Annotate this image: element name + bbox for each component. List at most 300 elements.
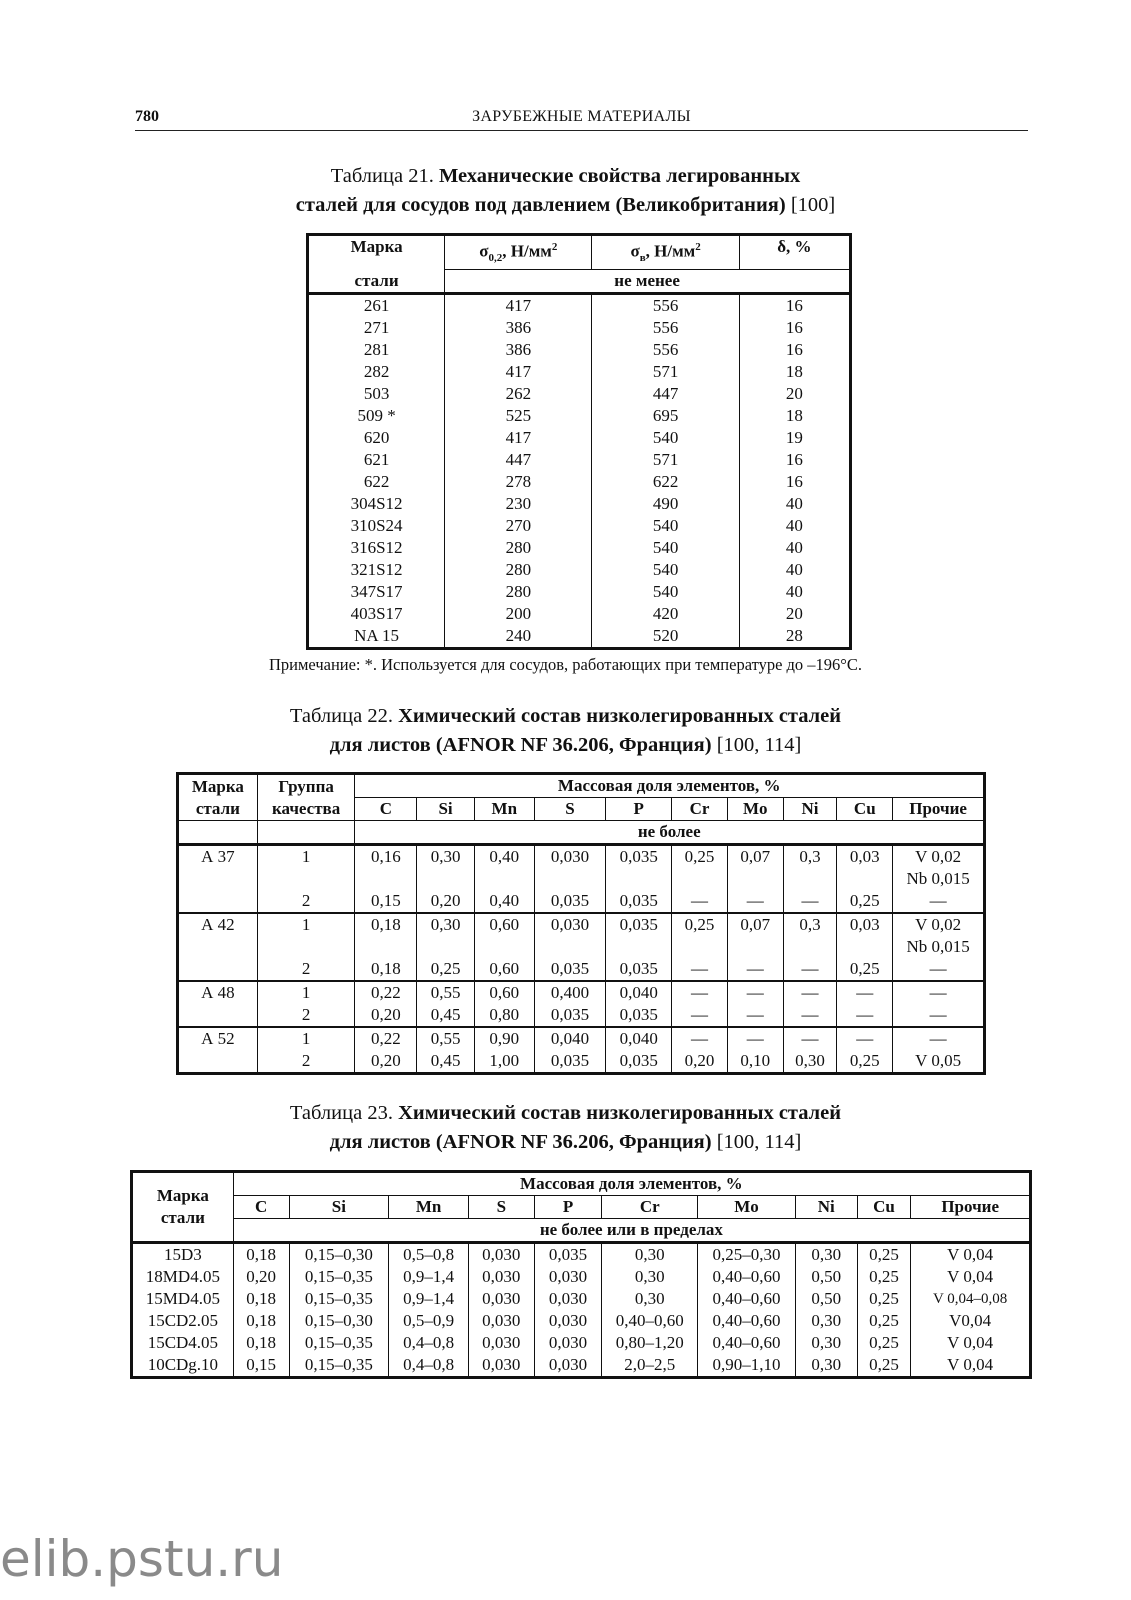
table-cell: 15CD2.05 (147, 1311, 219, 1330)
element-header: C (233, 1196, 289, 1219)
table-cell: 0,55 (417, 1027, 475, 1050)
table-cell: 0,80 (474, 1004, 534, 1027)
table-cell (257, 868, 355, 890)
table-cell (837, 868, 893, 890)
table21 (306, 233, 852, 650)
table-cell (178, 1004, 258, 1027)
table-cell: 15CD4.05 (147, 1333, 219, 1352)
table-row (308, 449, 851, 471)
element-header: Cu (857, 1196, 911, 1219)
table-cell: 316S12 (350, 538, 403, 558)
table-cell: 16 (739, 339, 850, 361)
table-cell: 0,18 (233, 1310, 289, 1332)
table-cell: 695 (592, 405, 739, 427)
table-cell: 0,90 (474, 1027, 534, 1050)
table-cell: 509 * (357, 406, 396, 426)
table-cell: 0,035 (534, 958, 606, 981)
table-cell: 262 (445, 383, 592, 405)
element-header: P (606, 798, 672, 821)
table-cell (534, 868, 606, 890)
table-cell: 0,035 (606, 845, 672, 869)
table-row (308, 339, 851, 361)
table-cell: 0,30 (795, 1354, 857, 1378)
table-cell: 0,80–1,20 (602, 1332, 698, 1354)
table-cell: — (893, 958, 985, 981)
table-row (178, 981, 985, 1004)
table-cell: V 0,02 (893, 913, 985, 936)
table-row (178, 890, 985, 913)
table-cell: 19 (739, 427, 850, 449)
table-row (132, 1354, 1031, 1378)
table23-body (132, 1243, 1031, 1378)
table-cell: — (783, 1027, 837, 1050)
table-cell (355, 936, 417, 958)
table-cell: 0,30 (795, 1332, 857, 1354)
table-cell (783, 936, 837, 958)
table-cell: — (893, 1004, 985, 1027)
table21-head-sigmab: $\sigma_в$, $Н/мм^2$ (592, 235, 739, 270)
table-cell: 0,030 (534, 845, 606, 869)
table-cell: 270 (445, 515, 592, 537)
table-cell: 0,55 (417, 981, 475, 1004)
table-cell: 540 (592, 537, 739, 559)
table-cell: 280 (445, 581, 592, 603)
table-cell: 0,030 (534, 1354, 602, 1378)
table-row (308, 493, 851, 515)
table22-caption-title-1: Химический состав низколегированных сталей (398, 705, 842, 727)
table-cell: — (672, 981, 728, 1004)
table-cell: 0,15–0,35 (289, 1288, 389, 1310)
table-cell: 622 (592, 471, 739, 493)
table-cell: 0,07 (727, 845, 783, 869)
table-cell: 2 (257, 890, 355, 913)
table22-head-group: Группа качества (257, 774, 355, 821)
table-cell: 2 (257, 1004, 355, 1027)
table-cell: 0,03 (837, 845, 893, 869)
table-cell: 0,040 (534, 1027, 606, 1050)
table23 (130, 1170, 1032, 1379)
table-cell: 40 (739, 559, 850, 581)
table-cell: 0,30 (602, 1243, 698, 1267)
table-cell: 304S12 (350, 494, 403, 514)
table-cell: 10CDg.10 (147, 1355, 219, 1374)
table22-subhead: не более (355, 821, 985, 845)
table-cell: — (727, 890, 783, 913)
table-cell: 0,20 (417, 890, 475, 913)
table-cell: 230 (445, 493, 592, 515)
table-cell: — (672, 890, 728, 913)
table-cell: 0,40 (474, 845, 534, 869)
table-cell: 0,030 (468, 1288, 534, 1310)
table-cell: 0,030 (468, 1243, 534, 1267)
table22-head-mass: Массовая доля элементов, % (355, 774, 985, 798)
table-cell: 0,15–0,35 (289, 1354, 389, 1378)
element-header: Mn (474, 798, 534, 821)
table-cell: 15MD4.05 (145, 1289, 220, 1308)
table-cell: 15D3 (163, 1245, 202, 1264)
table-cell: 0,030 (468, 1332, 534, 1354)
table-row (308, 361, 851, 383)
table-cell: 0,15–0,30 (289, 1310, 389, 1332)
table-cell: 20 (739, 603, 850, 625)
table-cell (257, 936, 355, 958)
table-cell: 0,15 (233, 1354, 289, 1378)
table-cell: 347S17 (350, 582, 403, 602)
table-cell: 0,40–0,60 (698, 1266, 796, 1288)
table-cell: 0,25 (837, 890, 893, 913)
page-header (135, 104, 1028, 131)
table-cell: 0,5–0,8 (389, 1243, 469, 1267)
table-cell: 0,03 (837, 913, 893, 936)
table21-body (308, 294, 851, 649)
table-cell: V0,04 (911, 1310, 1031, 1332)
table-cell: 40 (739, 515, 850, 537)
table-row (308, 603, 851, 625)
table-cell: 0,030 (468, 1354, 534, 1378)
element-header: Mo (698, 1196, 796, 1219)
table-cell: 1 (257, 845, 355, 869)
table-cell: — (672, 958, 728, 981)
table-cell: — (783, 1004, 837, 1027)
table-row (132, 1266, 1031, 1288)
table-cell: V 0,04–0,08 (911, 1288, 1031, 1310)
table-cell (727, 868, 783, 890)
table-cell: 0,20 (355, 1004, 417, 1027)
table-cell: 0,035 (534, 890, 606, 913)
table-cell: 571 (592, 361, 739, 383)
table-cell: 620 (363, 428, 390, 448)
table-cell: 540 (592, 427, 739, 449)
table-cell: 447 (445, 449, 592, 471)
table-cell: 0,25 (837, 958, 893, 981)
table-cell: 0,035 (606, 1004, 672, 1027)
table-cell: 281 (363, 340, 390, 360)
table-cell: 0,035 (534, 1243, 602, 1267)
table21-subhead: не менее (445, 270, 851, 294)
table21-head-sigma02: $\sigma_{0,2}$, $Н/мм^2$ (445, 235, 592, 270)
table-cell (474, 868, 534, 890)
table22-head-grade: Марка стали (191, 776, 244, 818)
table23-element-headers (132, 1196, 1031, 1219)
table-cell: 525 (445, 405, 592, 427)
table-cell (783, 868, 837, 890)
table-cell: V 0,04 (911, 1243, 1031, 1267)
table-cell: 0,18 (233, 1243, 289, 1267)
table-cell: 0,30 (783, 1050, 837, 1074)
element-header: Прочие (911, 1196, 1031, 1219)
table-cell: 0,18 (233, 1332, 289, 1354)
table-row (308, 515, 851, 537)
table-cell: 2,0–2,5 (602, 1354, 698, 1378)
table-row (178, 958, 985, 981)
table-cell: 18 (739, 405, 850, 427)
element-header: S (468, 1196, 534, 1219)
table-cell: — (837, 1004, 893, 1027)
table21-caption-ref: [100] (790, 194, 836, 216)
table-row (178, 1004, 985, 1027)
table-cell: 1 (257, 1027, 355, 1050)
table-cell: 240 (445, 625, 592, 649)
table-cell: А 48 (178, 981, 258, 1004)
table-cell: 16 (739, 294, 850, 318)
table-cell: 403S17 (350, 604, 403, 624)
table-cell: 280 (445, 537, 592, 559)
table21-caption (0, 162, 1131, 220)
table-cell: 1 (257, 913, 355, 936)
table-cell: 520 (592, 625, 739, 649)
table-cell: 1 (257, 981, 355, 1004)
table-cell: 321S12 (350, 560, 403, 580)
table-row (178, 1027, 985, 1050)
table21-caption-prefix: Таблица 21. (330, 165, 434, 187)
table-cell: 0,030 (468, 1266, 534, 1288)
table-cell: 622 (363, 472, 390, 492)
element-header: Cr (602, 1196, 698, 1219)
table22-body (178, 845, 985, 1074)
table23-caption-title-1: Химический состав низколегированных сталей (398, 1102, 842, 1124)
table-cell: NA 15 (354, 626, 400, 646)
table-cell: 0,040 (606, 981, 672, 1004)
element-header: Cr (672, 798, 728, 821)
table21-head-grade-2: стали (308, 270, 445, 294)
table-cell: 0,50 (795, 1288, 857, 1310)
table-cell: — (783, 981, 837, 1004)
table-cell: 447 (592, 383, 739, 405)
table-cell: 0,45 (417, 1050, 475, 1074)
table-cell: 0,45 (417, 1004, 475, 1027)
table-cell: 0,60 (474, 981, 534, 1004)
table-cell: 200 (445, 603, 592, 625)
table21-note: Примечание: *. Используется для сосудов, работающих при температуре до –196°C. (268, 655, 863, 674)
table-cell: 0,035 (534, 1004, 606, 1027)
table-cell: 40 (739, 581, 850, 603)
table-cell: 571 (592, 449, 739, 471)
table-cell: 0,18 (233, 1288, 289, 1310)
table-cell: 503 (363, 384, 390, 404)
table-cell: 0,10 (727, 1050, 783, 1074)
table-row (308, 471, 851, 493)
table21-head-delta: δ, % (739, 235, 850, 270)
element-header: Si (417, 798, 475, 821)
page-number: 780 (135, 108, 159, 125)
table23-head-grade: Марка стали (132, 1172, 234, 1243)
table-cell: 282 (363, 362, 390, 382)
table-row (132, 1332, 1031, 1354)
table-cell: 16 (739, 471, 850, 493)
table-cell: 0,15–0,35 (289, 1332, 389, 1354)
table-cell: 0,16 (355, 845, 417, 869)
table-cell: 0,25 (857, 1332, 911, 1354)
table22 (176, 772, 986, 1075)
table-cell: 0,22 (355, 1027, 417, 1050)
table-cell: 0,030 (468, 1310, 534, 1332)
table-cell: 0,07 (727, 913, 783, 936)
table-cell: 0,25 (417, 958, 475, 981)
watermark: elib.pstu.ru (0, 1530, 284, 1588)
table-cell: 40 (739, 493, 850, 515)
table-cell: 386 (445, 317, 592, 339)
element-header: Ni (783, 798, 837, 821)
table-cell: 0,25 (857, 1288, 911, 1310)
table-row (308, 537, 851, 559)
table23-head-mass: Массовая доля элементов, % (233, 1172, 1030, 1196)
table-cell: 18 (739, 361, 850, 383)
table-cell: 0,400 (534, 981, 606, 1004)
table-cell: — (893, 890, 985, 913)
table-cell: 0,5–0,9 (389, 1310, 469, 1332)
table-row (178, 913, 985, 936)
table-cell: 556 (592, 294, 739, 318)
table-row (308, 427, 851, 449)
table-cell: 0,25 (857, 1310, 911, 1332)
element-header: C (355, 798, 417, 821)
table-cell: 0,40 (474, 890, 534, 913)
table-cell: 0,040 (606, 1027, 672, 1050)
table-cell: 0,25–0,30 (698, 1243, 796, 1267)
table-cell: 16 (739, 449, 850, 471)
table-cell: 2 (257, 958, 355, 981)
table-cell (417, 936, 475, 958)
table-cell: 261 (363, 296, 390, 316)
table-row (308, 625, 851, 649)
table21-caption-title-1: Механические свойства легированных (438, 165, 801, 187)
table-cell: 0,22 (355, 981, 417, 1004)
table-cell: 0,035 (606, 958, 672, 981)
table-cell: 0,9–1,4 (389, 1266, 469, 1288)
table-cell (178, 868, 258, 890)
table-cell: 540 (592, 515, 739, 537)
element-header: P (534, 1196, 602, 1219)
table-cell: 16 (739, 317, 850, 339)
table-cell (672, 868, 728, 890)
table-cell: 0,30 (795, 1243, 857, 1267)
table-cell (178, 890, 258, 913)
table-cell (672, 936, 728, 958)
table-cell: — (672, 1027, 728, 1050)
table-cell: 0,40–0,60 (698, 1288, 796, 1310)
table-cell: 0,18 (355, 913, 417, 936)
table-cell: — (783, 890, 837, 913)
table22-caption-ref: [100, 114] (716, 734, 802, 756)
table-cell: 0,035 (534, 1050, 606, 1074)
table-cell: 0,30 (602, 1288, 698, 1310)
element-header: Mn (389, 1196, 469, 1219)
element-header: Mo (727, 798, 783, 821)
table-cell (178, 958, 258, 981)
table-cell: 0,4–0,8 (389, 1332, 469, 1354)
table-cell: — (727, 1027, 783, 1050)
table-cell: 40 (739, 537, 850, 559)
table-cell (727, 936, 783, 958)
table-cell: V 0,04 (911, 1354, 1031, 1378)
table-cell: V 0,02 (893, 845, 985, 869)
table-cell: 0,40–0,60 (698, 1310, 796, 1332)
element-header: S (534, 798, 606, 821)
table-row (308, 383, 851, 405)
table-cell: 0,30 (417, 913, 475, 936)
table-cell: 420 (592, 603, 739, 625)
table-cell: 0,15–0,35 (289, 1266, 389, 1288)
table-cell: Nb 0,015 (893, 936, 985, 958)
table-cell: 278 (445, 471, 592, 493)
table-cell (534, 936, 606, 958)
table-row (308, 581, 851, 603)
table-row (308, 559, 851, 581)
table-cell: — (893, 981, 985, 1004)
table-cell: 0,3 (783, 845, 837, 869)
table-cell (474, 936, 534, 958)
table-cell: 0,90–1,10 (698, 1354, 796, 1378)
element-header: Si (289, 1196, 389, 1219)
table-row (178, 868, 985, 890)
table-cell: 0,030 (534, 1332, 602, 1354)
table-cell: 310S24 (350, 516, 403, 536)
table-cell: — (727, 981, 783, 1004)
table-cell: 556 (592, 317, 739, 339)
table-cell (178, 936, 258, 958)
table23-caption-title-2: для листов (AFNOR NF 36.206, Франция) (329, 1131, 712, 1153)
table-cell: А 42 (178, 913, 258, 936)
table-cell: 556 (592, 339, 739, 361)
table-cell: 18MD4.05 (145, 1267, 220, 1286)
table-cell: 0,030 (534, 1288, 602, 1310)
table-row (308, 405, 851, 427)
table-row (178, 936, 985, 958)
table-cell: 0,30 (795, 1310, 857, 1332)
table-cell: 0,20 (233, 1266, 289, 1288)
table-row (132, 1310, 1031, 1332)
table-cell: 0,030 (534, 1310, 602, 1332)
table23-caption (0, 1099, 1131, 1157)
table-cell: 0,035 (606, 1050, 672, 1074)
running-title: ЗАРУБЕЖНЫЕ МАТЕРИАЛЫ (472, 108, 691, 125)
table23-caption-ref: [100, 114] (716, 1131, 802, 1153)
table-cell: — (783, 958, 837, 981)
table-cell: 0,030 (534, 1266, 602, 1288)
element-header: Ni (795, 1196, 857, 1219)
table-cell: — (727, 1004, 783, 1027)
table-cell: 0,40–0,60 (698, 1332, 796, 1354)
table22-caption-title-2: для листов (AFNOR NF 36.206, Франция) (329, 734, 712, 756)
table-cell: 0,18 (355, 958, 417, 981)
table-row (178, 845, 985, 869)
table-cell: — (672, 1004, 728, 1027)
table-cell: 2 (257, 1050, 355, 1074)
table-cell: V 0,04 (911, 1332, 1031, 1354)
table-cell: Nb 0,015 (893, 868, 985, 890)
table-cell: А 52 (178, 1027, 258, 1050)
table-cell: — (837, 981, 893, 1004)
table21-head-grade: Марка (350, 237, 403, 256)
table-cell: 0,15–0,30 (289, 1243, 389, 1267)
table-cell: 0,50 (795, 1266, 857, 1288)
table-cell: — (837, 1027, 893, 1050)
table23-caption-prefix: Таблица 23. (289, 1102, 393, 1124)
table-cell: 1,00 (474, 1050, 534, 1074)
table22-caption-prefix: Таблица 22. (289, 705, 393, 727)
table-cell: 0,20 (672, 1050, 728, 1074)
table-cell: 386 (445, 339, 592, 361)
table-row (308, 317, 851, 339)
table-row (178, 1050, 985, 1074)
table-cell: 0,030 (534, 913, 606, 936)
element-header: Прочие (893, 798, 985, 821)
table-cell (178, 1050, 258, 1074)
table-cell: 0,25 (672, 845, 728, 869)
table-cell: 0,3 (783, 913, 837, 936)
table-cell: 0,60 (474, 913, 534, 936)
table-cell (606, 936, 672, 958)
